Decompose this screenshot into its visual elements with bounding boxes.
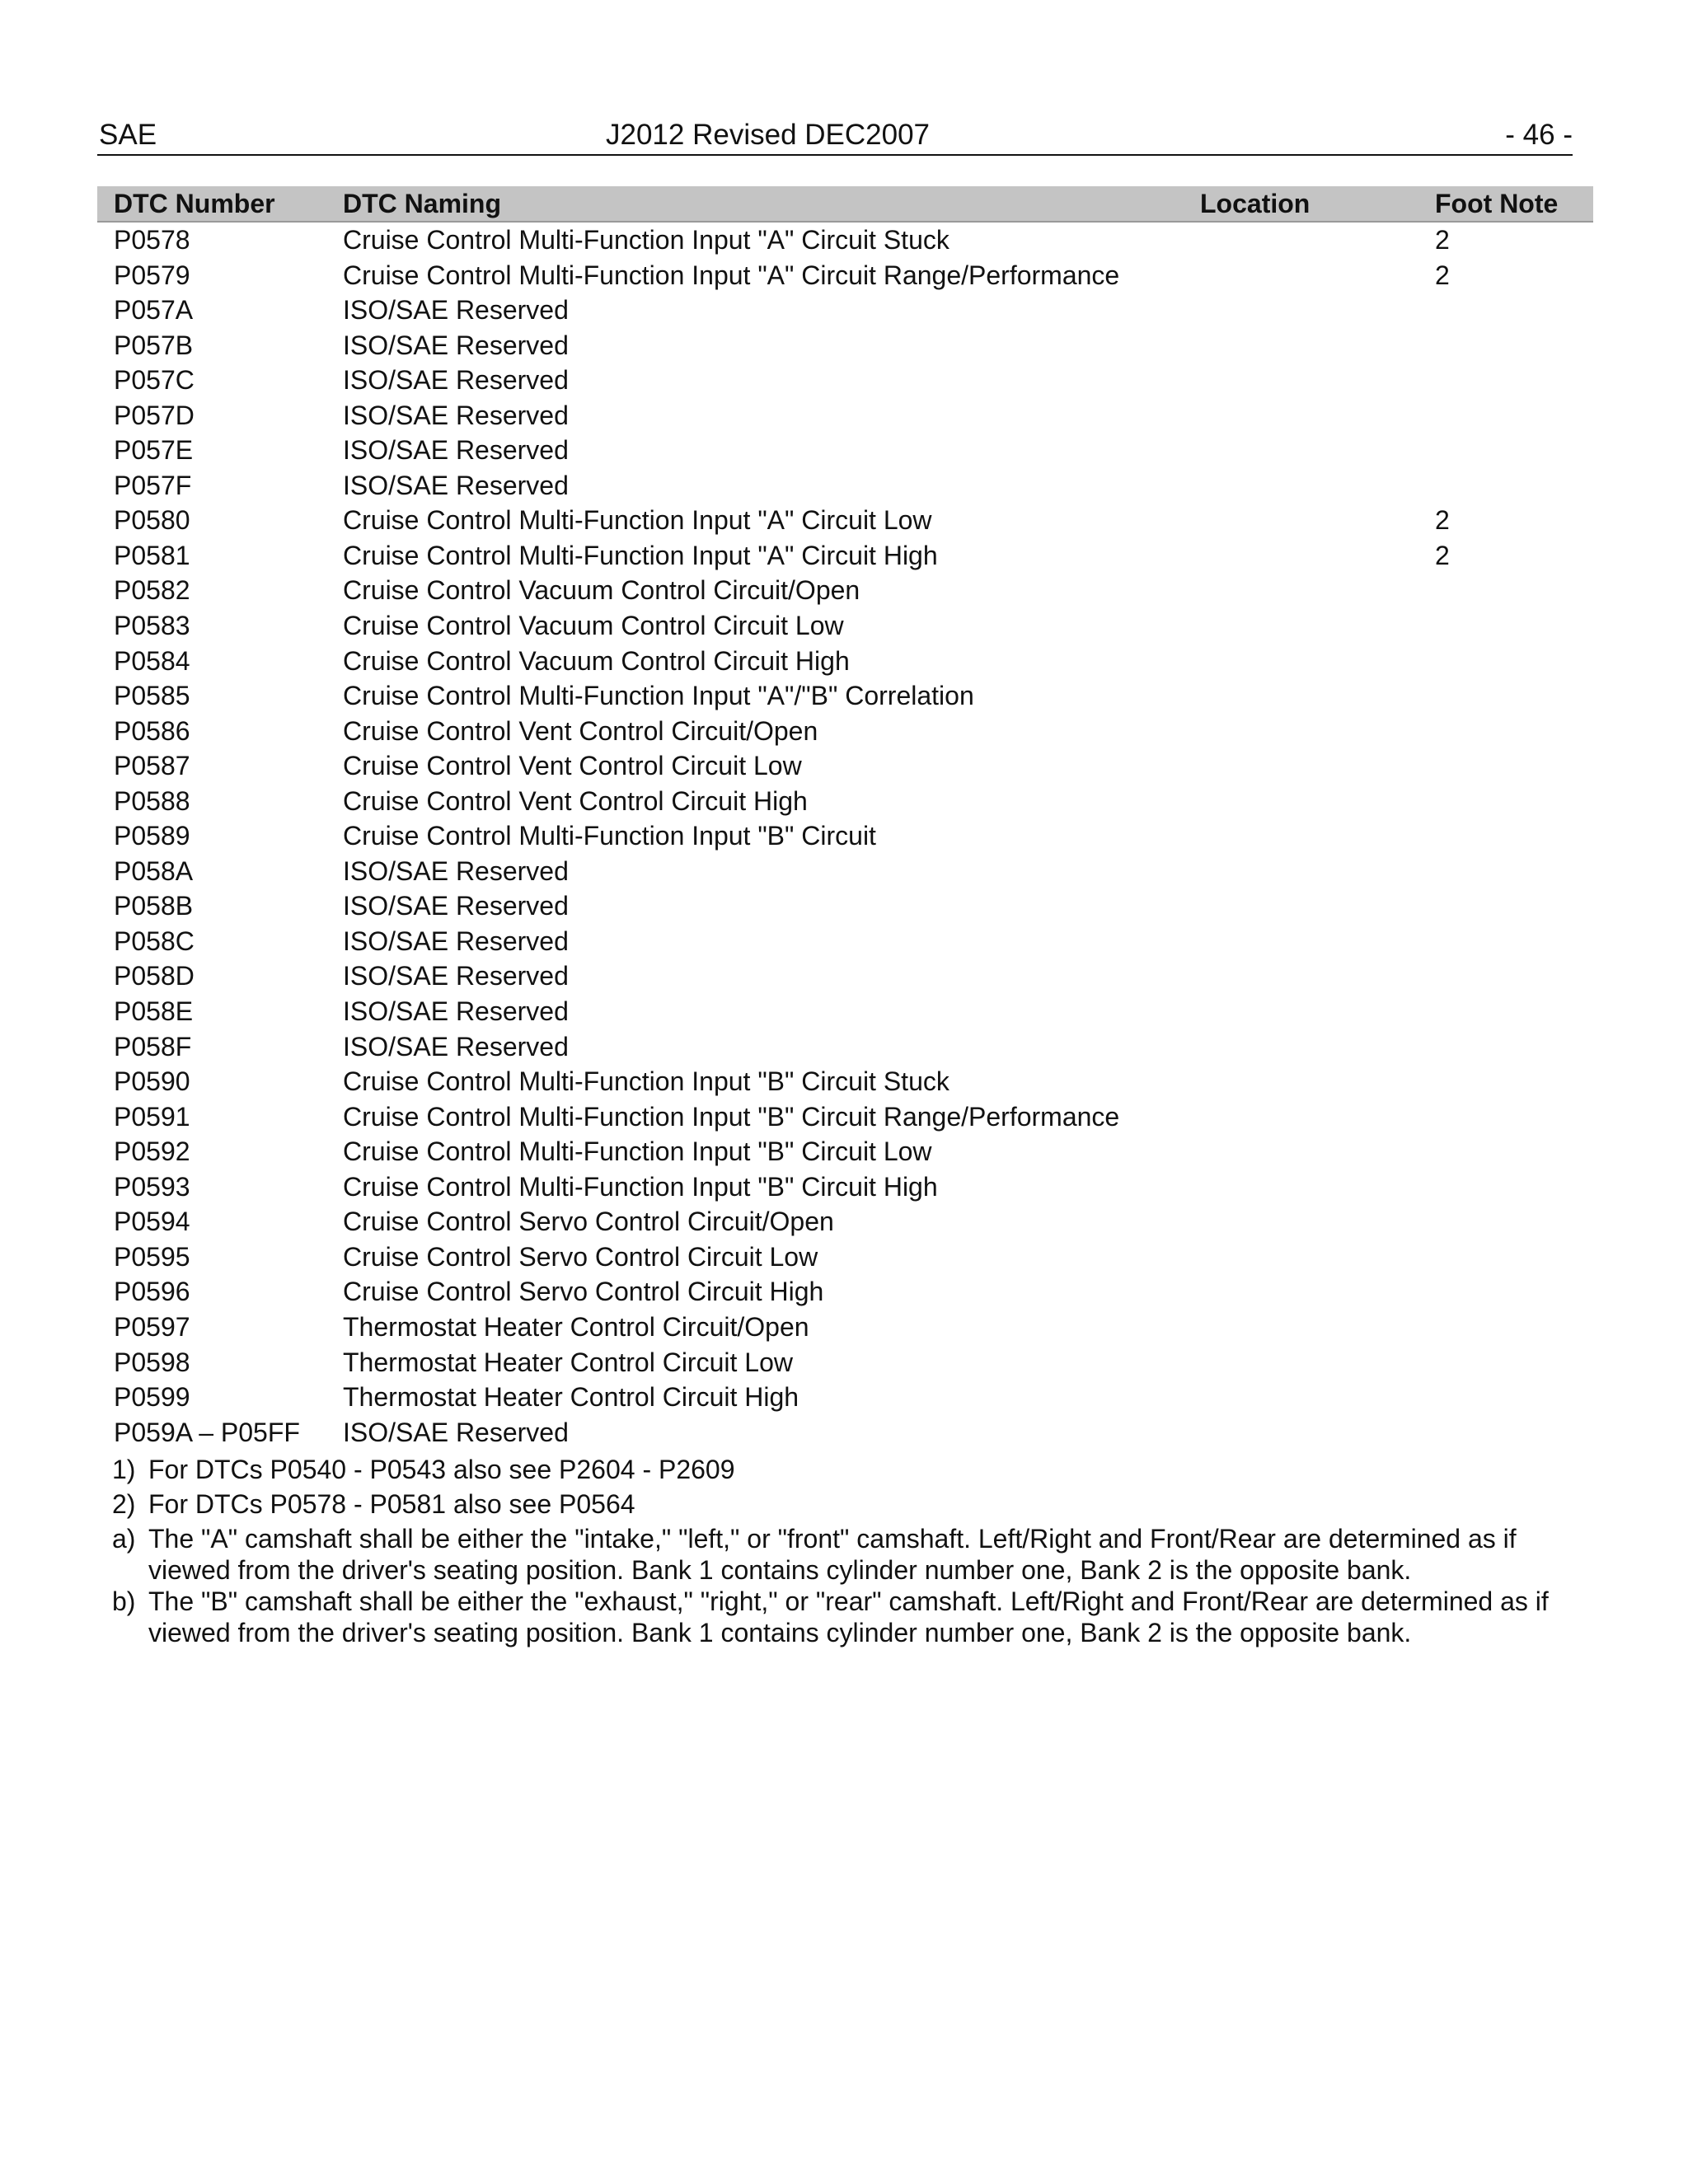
dtc-code-cell: P057F [114,470,192,500]
table-row [97,608,1593,644]
dtc-code-cell: P0582 [114,575,190,606]
dtc-code-cell: P058F [114,1031,192,1062]
dtc-code-cell: P0579 [114,260,190,290]
dtc-name-cell: ISO/SAE Reserved [343,295,569,326]
table-row [97,1345,1593,1380]
dtc-code-cell: P058D [114,961,195,991]
dtc-code-cell: P0591 [114,1101,190,1132]
dtc-code-cell: P058E [114,996,194,1027]
footnote-marker: 2) [112,1489,136,1519]
dtc-name-cell: ISO/SAE Reserved [343,926,569,956]
dtc-name-cell: ISO/SAE Reserved [343,365,569,396]
dtc-name-cell: ISO/SAE Reserved [343,1417,569,1447]
table-row [97,468,1593,504]
header-document-id: J2012 Revised DEC2007 [606,119,931,151]
dtc-name-cell: Thermostat Heater Control Circuit Low [343,1347,793,1377]
dtc-code-cell: P057B [114,330,194,360]
dtc-name-cell: Cruise Control Multi-Function Input "B" Circuit Stuck [343,1066,950,1097]
table-row [97,854,1593,889]
table-row [97,293,1593,328]
dtc-name-cell: ISO/SAE Reserved [343,1031,569,1062]
footnote-marker: a) [112,1524,136,1554]
table-row [97,1310,1593,1345]
page-header [97,116,1573,156]
dtc-code-cell: P058A [114,855,194,886]
dtc-name-cell: Cruise Control Servo Control Circuit High [343,1277,824,1307]
dtc-code-cell: P0588 [114,785,190,816]
table-row [97,398,1593,434]
dtc-code-cell: P0589 [114,821,190,851]
table-row [97,958,1593,994]
dtc-code-cell: P0578 [114,225,190,255]
dtc-name-cell: Cruise Control Multi-Function Input "B" Circuit [343,821,876,851]
dtc-name-cell: ISO/SAE Reserved [343,855,569,886]
table-row [97,714,1593,749]
table-row [97,1274,1593,1310]
table-row [97,1134,1593,1169]
footnote-item [112,1488,1587,1520]
dtc-code-cell: P0599 [114,1382,190,1413]
dtc-code-cell: P0586 [114,715,190,746]
table-row [97,994,1593,1029]
footnote-item [112,1586,1587,1648]
footnote-cell: 2 [1435,540,1450,570]
table-row [97,924,1593,959]
dtc-code-cell: P058B [114,891,194,921]
column-header-dtc-number: DTC Number [114,189,275,218]
column-header-location: Location [1200,189,1311,218]
dtc-code-cell: P0584 [114,645,190,676]
footnote-text: The "A" camshaft shall be either the "intake," "left," or "front" camshaft. Left/Right and Front/Rear are determined as if viewed from the driver's seating position. Bank 1 contains cylinder number one, Bank 2 is the opposite bank. [148,1524,1517,1585]
dtc-name-cell: Cruise Control Vent Control Circuit/Open [343,715,818,746]
table-body [97,223,1593,1450]
dtc-code-cell: P058C [114,926,195,956]
dtc-code-cell: P0583 [114,611,190,641]
dtc-name-cell: Cruise Control Multi-Function Input "A" Circuit Low [343,505,932,536]
dtc-code-cell: P059A – P05FF [114,1417,300,1447]
dtc-code-cell: P057D [114,400,195,430]
dtc-name-cell: Cruise Control Vacuum Control Circuit/Open [343,575,860,606]
column-header-dtc-naming: DTC Naming [343,189,501,218]
dtc-name-cell: Cruise Control Vent Control Circuit Low [343,751,802,781]
dtc-name-cell: Cruise Control Multi-Function Input "A" Circuit High [343,540,938,570]
dtc-name-cell: ISO/SAE Reserved [343,961,569,991]
table-row [97,888,1593,924]
dtc-code-cell: P0590 [114,1066,190,1097]
footnote-text: For DTCs P0540 - P0543 also see P2604 - P2609 [148,1455,735,1484]
dtc-code-cell: P0593 [114,1171,190,1202]
header-page-number: - 46 - [1505,119,1573,151]
dtc-name-cell: Cruise Control Multi-Function Input "A" Circuit Stuck [343,225,950,255]
table-header-row [97,186,1593,223]
dtc-name-cell: Cruise Control Vent Control Circuit High [343,785,808,816]
dtc-name-cell: ISO/SAE Reserved [343,470,569,500]
table-row [97,363,1593,398]
table-row [97,433,1593,468]
footnote-text: The "B" camshaft shall be either the "exhaust," "right," or "rear" camshaft. Left/Right and Front/Rear are determined as if viewed from the driver's seating position. Bank 1 contains cylinder number one, Bank 2 is the opposite bank. [148,1586,1549,1647]
table-row [97,644,1593,679]
footnote-text: For DTCs P0578 - P0581 also see P0564 [148,1489,635,1519]
dtc-code-cell: P0587 [114,751,190,781]
table-row [97,1029,1593,1065]
table-row [97,258,1593,293]
dtc-name-cell: Cruise Control Vacuum Control Circuit High [343,645,850,676]
dtc-name-cell: Thermostat Heater Control Circuit/Open [343,1311,809,1342]
dtc-code-cell: P0581 [114,540,190,570]
table-row [97,678,1593,714]
dtc-code-cell: P0597 [114,1311,190,1342]
dtc-code-cell: P057A [114,295,194,326]
table-row [97,538,1593,574]
table-row [97,573,1593,608]
dtc-name-cell: Cruise Control Multi-Function Input "B" Circuit Range/Performance [343,1101,1120,1132]
footnote-cell: 2 [1435,260,1450,290]
dtc-name-cell: Cruise Control Multi-Function Input "A"/"B" Correlation [343,681,974,711]
dtc-code-cell: P0595 [114,1241,190,1272]
dtc-name-cell: ISO/SAE Reserved [343,891,569,921]
dtc-name-cell: Cruise Control Vacuum Control Circuit Low [343,611,844,641]
header-org: SAE [99,119,157,151]
table-row [97,818,1593,854]
dtc-table [97,186,1593,1450]
column-header-foot-note: Foot Note [1435,189,1559,218]
dtc-name-cell: Cruise Control Servo Control Circuit/Open [343,1207,834,1237]
table-row [97,1099,1593,1135]
dtc-code-cell: P057C [114,365,195,396]
footnotes [112,1454,1587,1648]
dtc-code-cell: P0594 [114,1207,190,1237]
footnote-marker: 1) [112,1455,136,1484]
footnote-marker: b) [112,1586,136,1616]
footnote-item [112,1523,1587,1586]
dtc-code-cell: P0598 [114,1347,190,1377]
dtc-code-cell: P057E [114,435,194,466]
dtc-code-cell: P0580 [114,505,190,536]
table-row [97,1380,1593,1415]
dtc-code-cell: P0596 [114,1277,190,1307]
table-row [97,223,1593,258]
table-row [97,1240,1593,1275]
dtc-name-cell: ISO/SAE Reserved [343,330,569,360]
table-row [97,748,1593,784]
table-row [97,1169,1593,1205]
dtc-name-cell: ISO/SAE Reserved [343,435,569,466]
table-row [97,503,1593,538]
dtc-code-cell: P0585 [114,681,190,711]
dtc-name-cell: Cruise Control Multi-Function Input "B" Circuit Low [343,1137,932,1167]
table-row [97,784,1593,819]
dtc-code-cell: P0592 [114,1137,190,1167]
table-row [97,328,1593,363]
footnote-cell: 2 [1435,225,1450,255]
dtc-name-cell: ISO/SAE Reserved [343,400,569,430]
table-row [97,1064,1593,1099]
footnote-item [112,1454,1587,1485]
footnote-cell: 2 [1435,505,1450,536]
dtc-name-cell: Thermostat Heater Control Circuit High [343,1382,799,1413]
dtc-name-cell: Cruise Control Servo Control Circuit Low [343,1241,818,1272]
dtc-name-cell: Cruise Control Multi-Function Input "A" Circuit Range/Performance [343,260,1120,290]
table-row [97,1415,1593,1451]
table-row [97,1204,1593,1240]
dtc-name-cell: Cruise Control Multi-Function Input "B" Circuit High [343,1171,938,1202]
dtc-name-cell: ISO/SAE Reserved [343,996,569,1027]
